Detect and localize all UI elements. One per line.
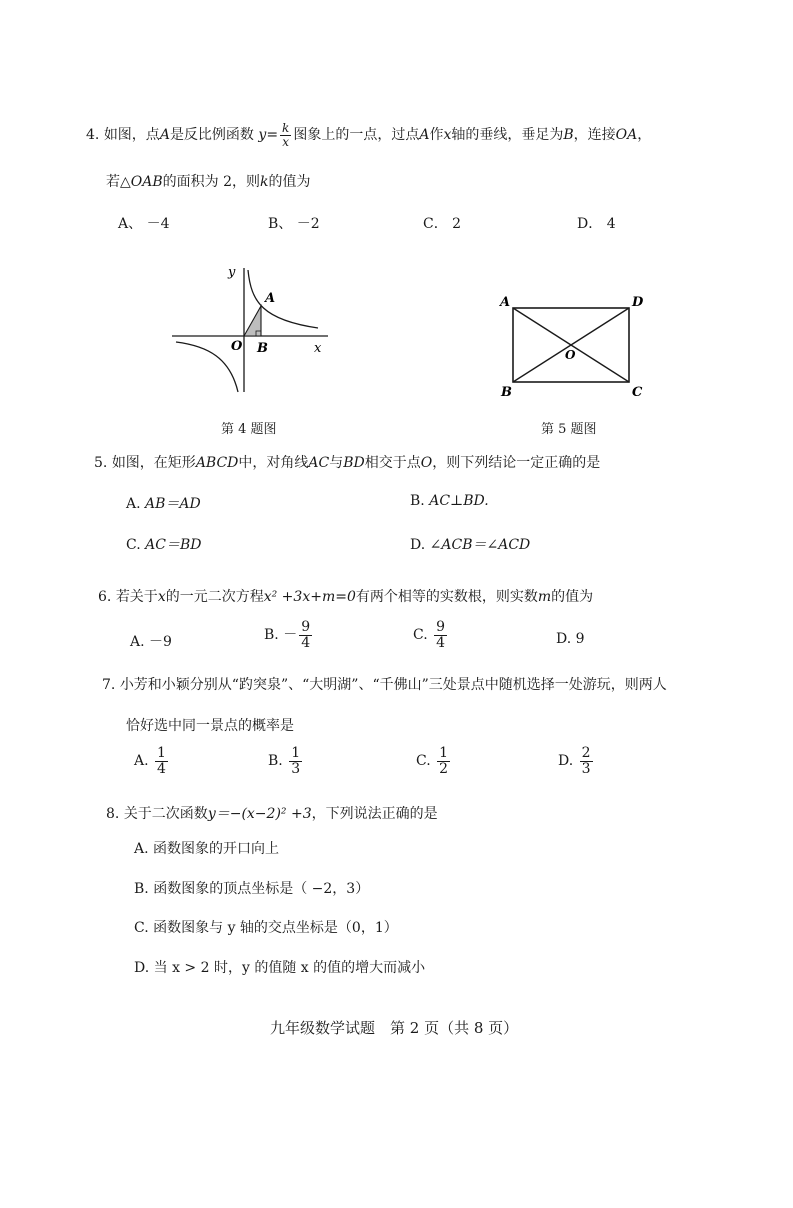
q7-option-c[interactable]: C. $\frac{1}{2}$ (416, 745, 449, 777)
label-b: B (257, 341, 268, 356)
q5-stem: 5. 如图，在矩形ABCD中，对角线AC与BD相交于点O，则下列结论一定正确的是 (94, 455, 601, 471)
q8-function: y＝−(x−2)² +3 (207, 806, 312, 822)
q4-func-lhs: y (258, 127, 267, 144)
q6-stem: 6. 若关于x的一元二次方程x² +3x+m=0有两个相等的实数根，则实数m的值为 (98, 589, 594, 605)
q7-option-b[interactable]: B. $\frac{1}{3}$ (268, 745, 301, 777)
q4-line2 (106, 171, 311, 191)
q4-text: 如图，点 (103, 127, 160, 144)
q4-text: 作 (429, 127, 444, 144)
q6-option-d[interactable]: D. 9 (556, 631, 585, 647)
q6-option-b[interactable]: B. － $\frac{9}{4}$ (264, 619, 311, 651)
label-d: D (632, 295, 644, 310)
label-o: O (565, 348, 576, 362)
q7-option-a[interactable]: A. $\frac{1}{4}$ (134, 745, 166, 777)
q4-option-a[interactable]: A、 －4 (118, 216, 170, 232)
label-y: y (228, 265, 236, 280)
q8-number: 8. (106, 806, 120, 822)
hyperbola-branch-q3 (176, 342, 238, 392)
q4-text: 的值为 (268, 174, 311, 190)
label-o: O (231, 339, 243, 354)
figure-5 (496, 290, 648, 402)
q7-line2: 恰好选中同一景点的概率是 (126, 718, 294, 734)
label-c: C (632, 385, 643, 400)
q8-option-b[interactable]: B. 函数图象的顶点坐标是（ −2，3） (134, 881, 370, 897)
q6-option-c[interactable]: C. $\frac{9}{4}$ (413, 619, 446, 651)
q5-option-a[interactable]: A. AB＝AD (126, 496, 201, 512)
q8-option-d[interactable]: D. 当 x > 2 时，y 的值随 x 的值的增大而减小 (134, 960, 426, 976)
q5-option-b[interactable]: B. AC⊥BD. (410, 493, 489, 509)
q4-text: 轴的垂线，垂足为 (451, 127, 564, 144)
fig4-caption: 第 4 题图 (221, 422, 277, 437)
triangle-oab (244, 306, 261, 336)
q4-number: 4. (86, 127, 100, 144)
q6-option-a[interactable]: A. －9 (130, 634, 172, 650)
q4-func-eq: = (266, 127, 279, 144)
q7-number: 7. (102, 677, 116, 693)
q5-option-c[interactable]: C. AC＝BD (126, 537, 202, 553)
q4-axis-x: x (443, 127, 452, 144)
page-footer: 九年级数学试题 第 2 页（共 8 页） (270, 1019, 519, 1037)
q4-option-c[interactable]: C． 2 (423, 216, 462, 232)
q4-text: 若△ (106, 174, 131, 190)
q4-text: ，连接 (573, 127, 616, 144)
q4-option-b[interactable]: B、 －2 (268, 216, 320, 232)
q4-func-frac: $\frac{k}{x}$ (282, 121, 290, 149)
q4-triangle: OAB (130, 174, 163, 190)
label-a: A (500, 295, 511, 310)
q4-point-a: A (159, 127, 170, 144)
q8-option-c[interactable]: C. 函数图象与 y 轴的交点坐标是（0，1） (134, 920, 398, 936)
q7-line1: 7. 小芳和小颖分别从“趵突泉”、“大明湖”、“千佛山”三处景点中随机选择一处游玩，则两人 (102, 677, 667, 693)
label-a: A (265, 291, 276, 306)
q4-text: 的面积为 2，则 (162, 174, 261, 190)
fig5-caption: 第 5 题图 (541, 422, 597, 437)
q4-option-d[interactable]: D． 4 (577, 216, 616, 232)
q4-line1 (86, 122, 651, 148)
q6-equation: x² +3x+m=0 (263, 589, 356, 605)
figure-4 (168, 262, 338, 398)
q6-number: 6. (98, 589, 112, 605)
q4-point-a: A (419, 127, 430, 144)
q8-option-a[interactable]: A. 函数图象的开口向上 (134, 841, 280, 857)
q7-option-d[interactable]: D. $\frac{2}{3}$ (558, 745, 591, 777)
q4-text: 是反比例函数 (169, 127, 254, 144)
q8-stem: 8. 关于二次函数y＝−(x−2)² +3，下列说法正确的是 (106, 806, 438, 822)
q5-option-d[interactable]: D. ∠ACB＝∠ACD (410, 537, 531, 553)
q4-seg-oa: OA (615, 127, 638, 144)
label-x: x (314, 341, 322, 356)
q4-text: ， (637, 127, 652, 144)
q5-number: 5. (94, 455, 108, 471)
label-b: B (501, 385, 512, 400)
q4-point-b: B (563, 127, 574, 144)
q4-var-k: k (260, 174, 269, 190)
q4-text: 图象上的一点，过点 (293, 127, 420, 144)
